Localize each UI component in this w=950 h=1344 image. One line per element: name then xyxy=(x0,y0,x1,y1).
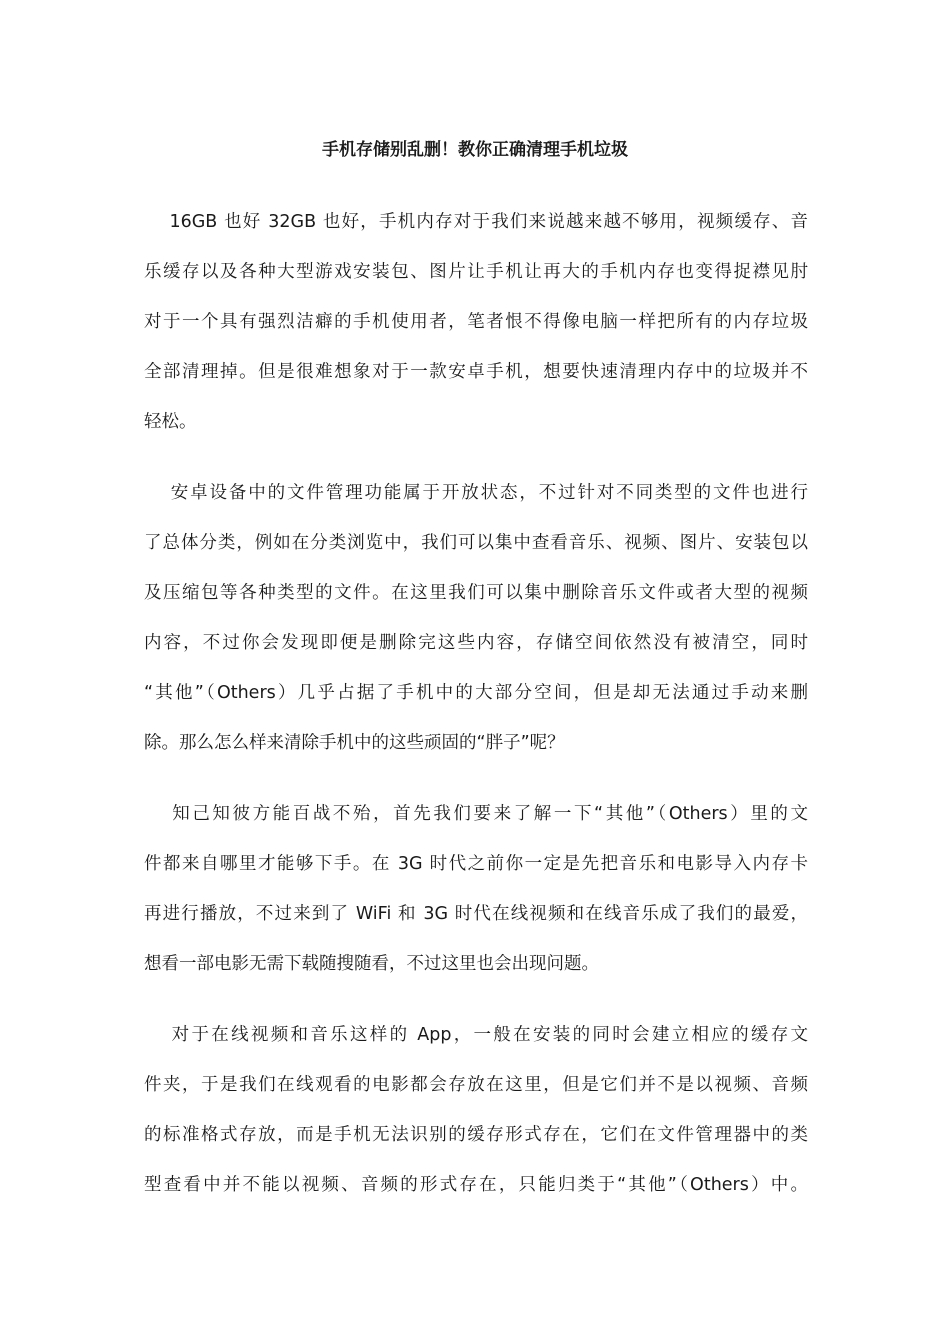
paragraph-line: 对于一个具有强烈洁癖的手机使用者，笔者恨不得像电脑一样把所有的内存垃圾 xyxy=(144,312,808,332)
paragraph-line: 想看一部电影无需下载随搜随看，不过这里也会出现问题。 xyxy=(144,954,599,974)
paragraph-line: 16GB 也好 32GB 也好，手机内存对于我们来说越来越不够用，视频缓存、音 xyxy=(144,212,808,232)
paragraph-line: 型查看中并不能以视频、音频的形式存在，只能归类于“其他”（Others）中。 xyxy=(144,1175,808,1195)
paragraph-3 xyxy=(144,789,808,989)
paragraph-line: 了总体分类，例如在分类浏览中，我们可以集中查看音乐、视频、图片、安装包以 xyxy=(144,533,808,553)
paragraph-2 xyxy=(144,468,808,768)
paragraph-line: 及压缩包等各种类型的文件。在这里我们可以集中删除音乐文件或者大型的视频 xyxy=(144,583,808,603)
paragraph-1 xyxy=(144,197,808,447)
paragraph-4 xyxy=(144,1010,808,1210)
paragraph-line: 对于在线视频和音乐这样的 App，一般在安装的同时会建立相应的缓存文 xyxy=(144,1025,808,1045)
paragraph-line: 件夹，于是我们在线观看的电影都会存放在这里，但是它们并不是以视频、音频 xyxy=(144,1075,808,1095)
paragraph-line: 除。那么怎么样来清除手机中的这些顽固的“胖子”呢？ xyxy=(144,733,565,753)
paragraph-line: 的标准格式存放，而是手机无法识别的缓存形式存在，它们在文件管理器中的类 xyxy=(144,1125,808,1145)
paragraph-line: 件都来自哪里才能够下手。在 3G 时代之前你一定是先把音乐和电影导入内存卡 xyxy=(144,854,808,874)
paragraph-line: 知己知彼方能百战不殆，首先我们要来了解一下“其他”（Others）里的文 xyxy=(144,804,808,824)
paragraph-line: “其他”（Others）几乎占据了手机中的大部分空间，但是却无法通过手动来删 xyxy=(144,683,808,703)
paragraph-line: 轻松。 xyxy=(144,412,197,432)
document-title: 手机存储别乱删！教你正确清理手机垃圾 xyxy=(322,140,628,160)
paragraph-line: 安卓设备中的文件管理功能属于开放状态，不过针对不同类型的文件也进行 xyxy=(144,483,808,503)
paragraph-line: 再进行播放，不过来到了 WiFi 和 3G 时代在线视频和在线音乐成了我们的最爱， xyxy=(144,904,808,924)
paragraph-line: 乐缓存以及各种大型游戏安装包、图片让手机让再大的手机内存也变得捉襟见肘 xyxy=(144,262,808,282)
paragraph-line: 内容，不过你会发现即便是删除完这些内容，存储空间依然没有被清空，同时 xyxy=(144,633,808,653)
paragraph-line: 全部清理掉。但是很难想象对于一款安卓手机，想要快速清理内存中的垃圾并不 xyxy=(144,362,808,382)
